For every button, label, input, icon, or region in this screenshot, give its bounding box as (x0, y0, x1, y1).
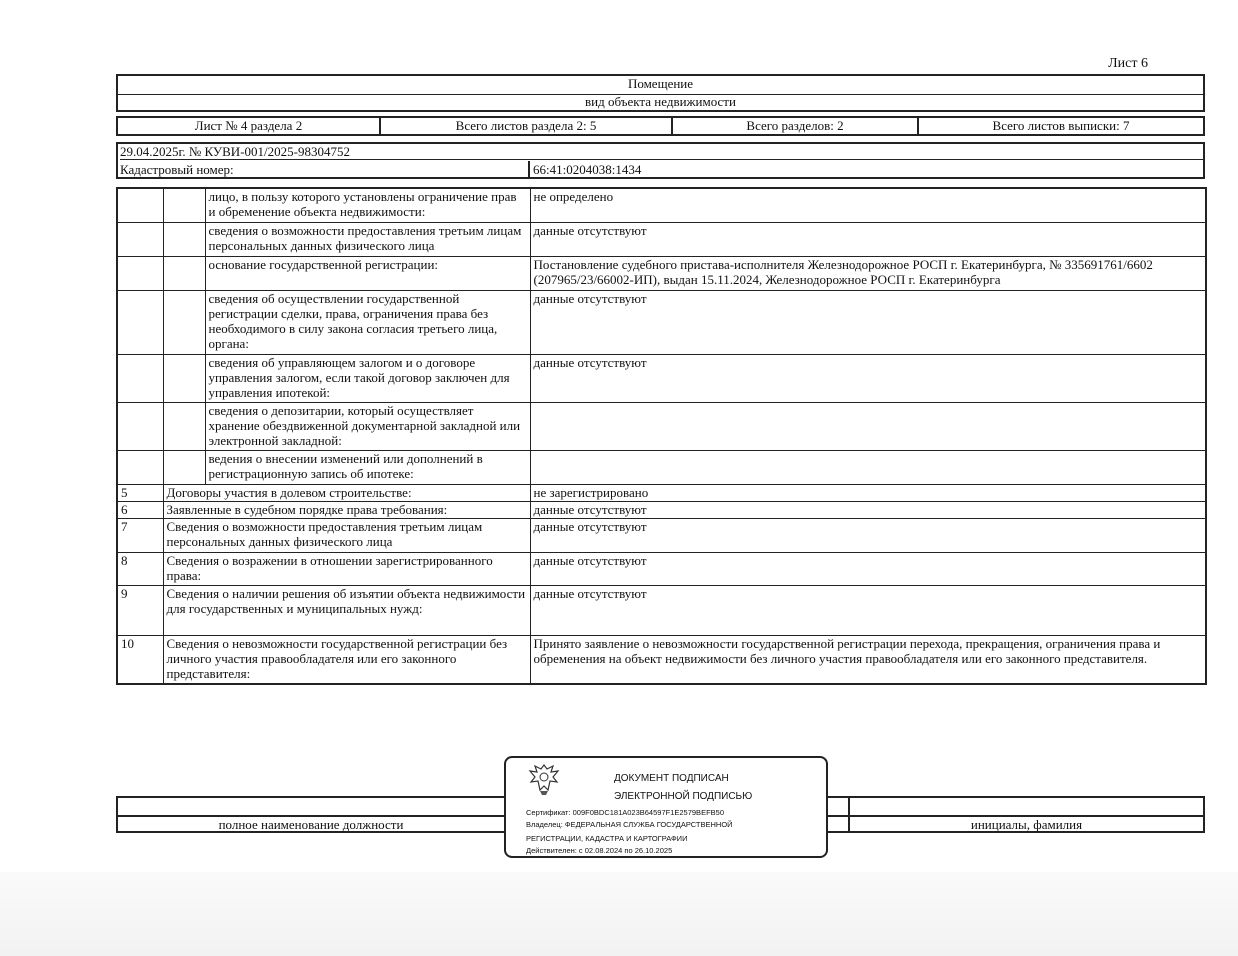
num-cell (117, 450, 163, 484)
num-cell (117, 222, 163, 256)
indent-cell (163, 188, 205, 222)
stamp-line1: ДОКУМЕНТ ПОДПИСАН (614, 773, 729, 784)
indent-cell (163, 402, 205, 450)
row-value: Постановление судебного пристава-исполнителя Железнодорожное РОСП г. Екатеринбурга, № 335691761/6602 (207965/23/66002-ИП), выдан 15.11.2024, Железнодорожное РОСП г. Екатеринбурга (530, 256, 1206, 290)
row-label: сведения о депозитарии, который осуществляет хранение обездвиженной документарной закладной или электронной закладной: (205, 402, 530, 450)
row-label: Сведения о наличии решения об изъятии объекта недвижимости для государственных и муниципальных нужд: (163, 585, 530, 635)
e-signature-stamp (504, 756, 828, 858)
row-label: основание государственной регистрации: (205, 256, 530, 290)
table-row (117, 222, 1206, 256)
table-row (117, 585, 1206, 635)
row-value: данные отсутствуют (530, 354, 1206, 402)
row-number: 9 (117, 585, 163, 635)
row-number: 7 (117, 518, 163, 552)
stamp-owner-line2: РЕГИСТРАЦИИ, КАДАСТРА И КАРТОГРАФИИ (526, 834, 688, 843)
row-value: данные отсутствуют (530, 222, 1206, 256)
sheet-number: Лист 6 (1108, 56, 1148, 71)
indent-cell (163, 450, 205, 484)
indent-cell (163, 222, 205, 256)
row-label: лицо, в пользу которого установлены ограничение прав и обременение объекта недвижимости: (205, 188, 530, 222)
table-row (117, 402, 1206, 450)
scan-background (0, 872, 1238, 956)
row-label: Сведения о возможности предоставления третьим лицам персональных данных физического лица (163, 518, 530, 552)
row-value: не определено (530, 188, 1206, 222)
row-number: 8 (117, 552, 163, 585)
table-row (117, 290, 1206, 354)
stamp-line2: ЭЛЕКТРОННОЙ ПОДПИСЬЮ (614, 791, 753, 802)
indent-cell (163, 256, 205, 290)
object-title: Помещение (116, 75, 1205, 95)
table-row (117, 518, 1206, 552)
row-label: Сведения о невозможности государственной регистрации без личного участия правообладателя или его законного представителя: (163, 635, 530, 684)
cadastral-label: Кадастровый номер: (120, 162, 234, 177)
num-cell (117, 290, 163, 354)
row-label: Заявленные в судебном порядке права требования: (163, 501, 530, 518)
row-label: сведения об осуществлении государственной регистрации сделки, права, ограничения права без необходимого в силу закона согласия третьего лица, органа: (205, 290, 530, 354)
row-value: данные отсутствуют (530, 501, 1206, 518)
stamp-validity: Действителен: с 02.08.2024 по 26.10.2025 (526, 846, 673, 855)
total-sheets-extract: Всего листов выписки: 7 (992, 118, 1130, 133)
cadastral-divider (528, 161, 530, 178)
object-type-caption: вид объекта недвижимости (585, 94, 736, 109)
cadastral-value: 66:41:0204038:1434 (533, 162, 642, 177)
table-row (117, 256, 1206, 290)
indent-cell (163, 354, 205, 402)
position-label: полное наименование должности (218, 817, 404, 832)
total-sections: Всего разделов: 2 (673, 118, 919, 134)
table-row (117, 552, 1206, 585)
row-number: 10 (117, 635, 163, 684)
table-row (117, 354, 1206, 402)
num-cell (117, 354, 163, 402)
row-number: 5 (117, 484, 163, 501)
row-label: Сведения о возражении в отношении зарегистрированного права: (163, 552, 530, 585)
row-value: данные отсутствуют (530, 585, 1206, 635)
indent-cell (163, 290, 205, 354)
num-cell (117, 188, 163, 222)
row-value (530, 450, 1206, 484)
row-value: данные отсутствуют (530, 290, 1206, 354)
row-value: не зарегистрировано (530, 484, 1206, 501)
num-cell (117, 402, 163, 450)
row-value: данные отсутствуют (530, 518, 1206, 552)
row-value (530, 402, 1206, 450)
row-number: 6 (117, 501, 163, 518)
table-row (117, 450, 1206, 484)
sheet-section: Лист № 4 раздела 2 (118, 118, 381, 134)
table-row (117, 501, 1206, 518)
table-row (117, 484, 1206, 501)
total-sheets-section: Всего листов раздела 2: 5 (381, 118, 673, 134)
date-number: 29.04.2025г. № КУВИ-001/2025-98304752 (120, 144, 1203, 160)
row-label: сведения об управляющем залогом и о договоре управления залогом, если такой договор заключен для управления ипотекой: (205, 354, 530, 402)
row-label: ведения о внесении изменений или дополнений в регистрационную запись об ипотеке: (205, 450, 530, 484)
row-label: сведения о возможности предоставления третьим лицам персональных данных физического лица (205, 222, 530, 256)
row-value: данные отсутствуют (530, 552, 1206, 585)
rights-table (116, 187, 1207, 685)
sheet-info-row (116, 116, 1205, 136)
stamp-owner-line1: Владелец: ФЕДЕРАЛЬНАЯ СЛУЖБА ГОСУДАРСТВЕННОЙ (526, 820, 733, 829)
row-value: Принято заявление о невозможности государственной регистрации перехода, прекращения, ограничения права и обременения на объект недвижимости без личного участия правообладателя или его законного представителя. (530, 635, 1206, 684)
name-label: инициалы, фамилия (970, 817, 1083, 832)
emblem-icon (526, 762, 562, 796)
stamp-certificate: Сертификат: 009F0BDC181A023B64597F1E2579BEFB50 (526, 808, 724, 817)
num-cell (117, 256, 163, 290)
table-row (117, 188, 1206, 222)
row-label: Договоры участия в долевом строительстве: (163, 484, 530, 501)
table-row (117, 635, 1206, 684)
